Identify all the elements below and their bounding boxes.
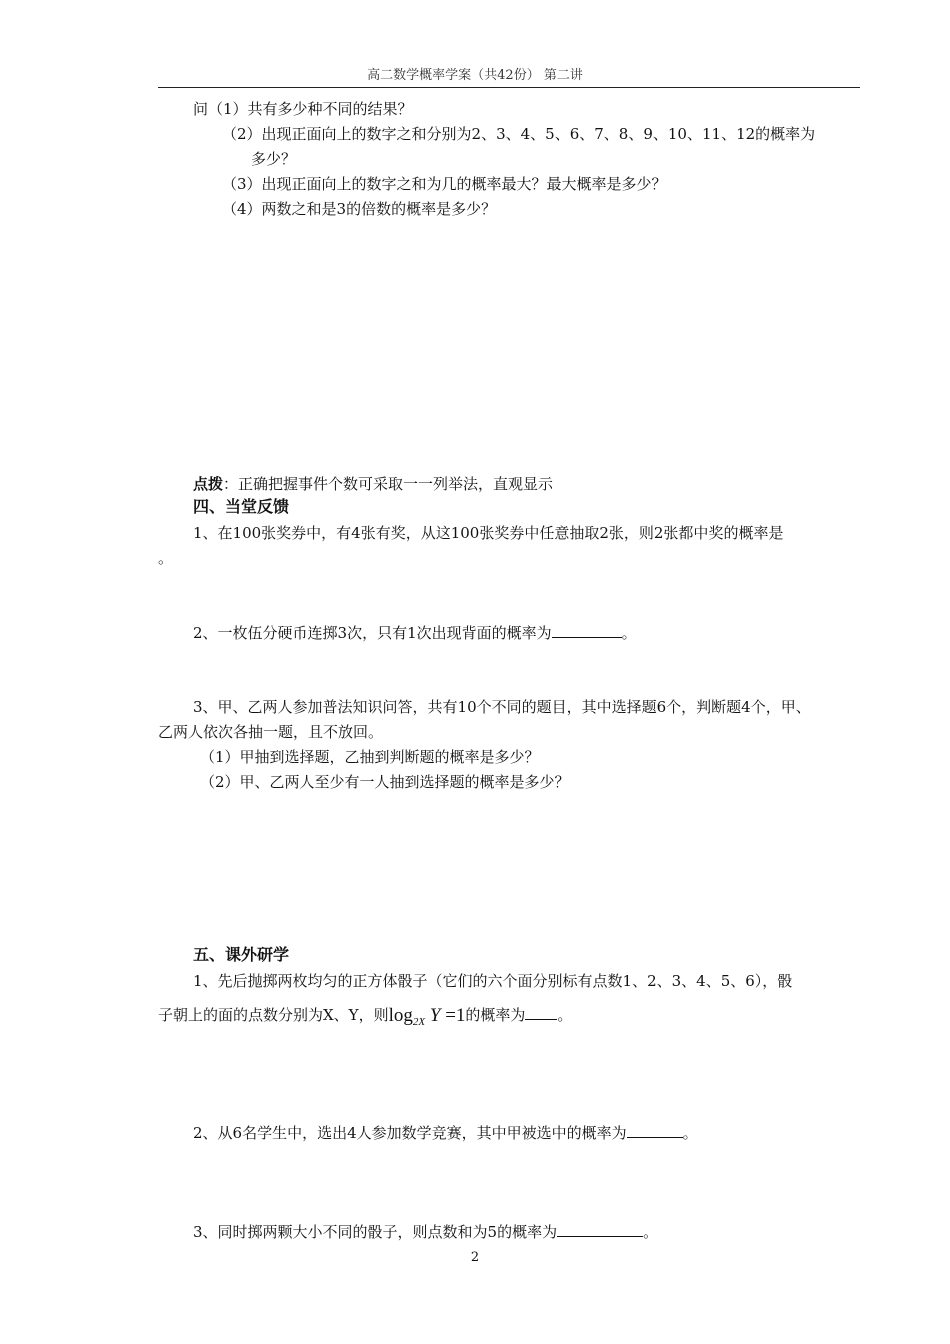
s5-problem-1-text-after: 的概率为: [465, 1006, 526, 1024]
question-2-line-2: 多少？: [251, 150, 297, 168]
answer-blank[interactable]: [525, 1004, 557, 1020]
log-equals: =1: [445, 1005, 466, 1026]
answer-blank[interactable]: [557, 1221, 643, 1237]
s5-problem-3-text: 3、同时掷两颗大小不同的骰子，则点数和为5的概率为: [193, 1223, 558, 1241]
s4-problem-1-line-1: 1、在100张奖券中，有4张有奖，从这100张奖券中任意抽取2张，则2张都中奖的概率是: [193, 524, 784, 542]
page-number: 2: [470, 1250, 480, 1265]
s4-problem-3-line-2: 乙两人依次各抽一题，且不放回。: [158, 723, 384, 741]
s5-problem-2-end: 。: [682, 1124, 698, 1142]
log-equation: [389, 1005, 466, 1026]
question-4: （4）两数之和是3的倍数的概率是多少？: [222, 200, 497, 218]
s4-problem-2: [193, 622, 637, 643]
s5-problem-3: [193, 1221, 658, 1242]
question-2-line-1: （2）出现正面向上的数字之和分别为2、3、4、5、6、7、8、9、10、11、12的概率为: [222, 125, 816, 143]
s5-problem-1-text: 子朝上的面的点数分别为X、Y，则: [158, 1006, 389, 1024]
question-1: 问（1）共有多少种不同的结果？: [193, 100, 413, 118]
log-symbol: log: [388, 1005, 413, 1026]
s5-problem-1-line-2: [158, 1004, 572, 1033]
log-argument: Y: [429, 1005, 441, 1026]
s5-problem-2: [193, 1122, 698, 1143]
s5-problem-3-end: 。: [643, 1223, 659, 1241]
tip-text: ：正确把握事件个数可采取一一列举法，直观显示: [223, 475, 554, 493]
s4-problem-3-sub-1: （1）甲抽到选择题，乙抽到判断题的概率是多少？: [200, 748, 540, 766]
s5-problem-1-end: 。: [557, 1006, 573, 1024]
s4-problem-2-text: 2、一枚伍分硬币连掷3次，只有1次出现背面的概率为: [193, 624, 552, 642]
page-header: 高二数学概率学案（共42份） 第二讲: [367, 68, 583, 83]
tip-line: [193, 474, 553, 494]
question-3: （3）出现正面向上的数字之和为几的概率最大？最大概率是多少？: [222, 175, 667, 193]
s5-problem-1-line-1: 1、先后抛掷两枚均匀的正方体骰子（它们的六个面分别标有点数1、2、3、4、5、6），骰: [193, 972, 793, 990]
header-rule: [158, 87, 860, 88]
log-base: 2X: [412, 1016, 426, 1028]
s4-problem-1-line-2: 。: [158, 549, 174, 567]
answer-blank[interactable]: [552, 622, 622, 638]
s4-problem-2-end: 。: [621, 624, 637, 642]
section-4-heading: 四、当堂反馈: [193, 497, 290, 516]
section-5-heading: 五、课外研学: [193, 945, 290, 964]
s5-problem-2-text: 2、从6名学生中，选出4人参加数学竞赛，其中甲被选中的概率为: [193, 1124, 627, 1142]
answer-blank[interactable]: [627, 1122, 683, 1138]
tip-label: 点拨: [193, 475, 224, 493]
s4-problem-3-sub-2: （2）甲、乙两人至少有一人抽到选择题的概率是多少？: [200, 773, 570, 791]
s4-problem-3-line-1: 3、甲、乙两人参加普法知识问答，共有10个不同的题目，其中选择题6个，判断题4个，甲、: [193, 698, 811, 716]
